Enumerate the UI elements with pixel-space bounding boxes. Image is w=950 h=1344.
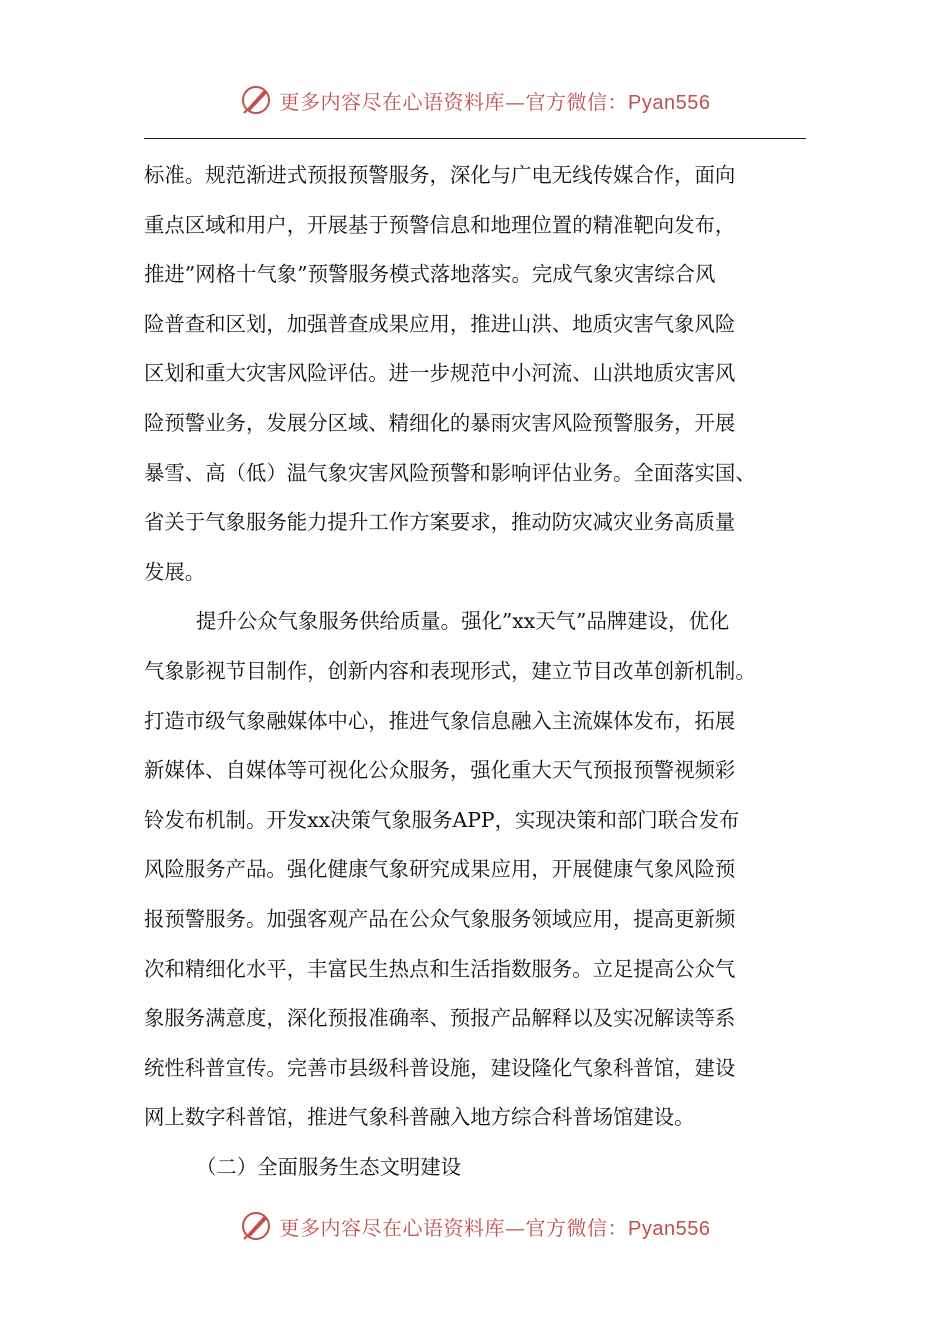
banner-text: 更多内容尽在心语资料库—官方微信：Pyan556 xyxy=(279,89,711,114)
text-line: 新媒体、自媒体等可视化公众服务，强化重大天气预报预警视频彩 xyxy=(144,758,736,783)
text-line: 次和精细化水平，丰富民生热点和生活指数服务。立足提高公众气 xyxy=(144,956,736,981)
text-line: 统性科普宣传。完善市县级科普设施，建设隆化气象科普馆，建设 xyxy=(144,1055,736,1080)
text-line: 风险服务产品。强化健康气象研究成果应用，开展健康气象风险预 xyxy=(144,857,736,882)
section-heading: （二）全面服务生态文明建设 xyxy=(196,1154,462,1179)
text-line: 省关于气象服务能力提升工作方案要求，推动防灾减灾业务高质量 xyxy=(144,510,736,535)
text-line: 报预警服务。加强客观产品在公众气象服务领域应用，提高更新频 xyxy=(144,906,736,931)
text-line: 铃发布机制。开发xx决策气象服务APP，实现决策和部门联合发布 xyxy=(144,807,740,832)
text-line: 网上数字科普馆，推进气象科普融入地方综合科普场馆建设。 xyxy=(144,1105,695,1130)
text-line: 提升公众气象服务供给质量。强化”xx天气”品牌建设，优化 xyxy=(196,609,730,634)
pen-logo-icon xyxy=(240,1210,272,1242)
header-divider xyxy=(144,138,806,139)
text-line: 区划和重大灾害风险评估。进一步规范中小河流、山洪地质灾害风 xyxy=(144,361,736,386)
text-line: 推进”网格十气象”预警服务模式落地落实。完成气象灾害综合风 xyxy=(144,262,716,287)
text-line: 象服务满意度，深化预报准确率、预报产品解释以及实况解读等系 xyxy=(144,1006,736,1031)
text-line: 险普查和区划，加强普查成果应用，推进山洪、地质灾害气象风险 xyxy=(144,311,736,336)
header-banner xyxy=(0,84,950,124)
text-line: 气象影视节目制作，创新内容和表现形式，建立节目改革创新机制。 xyxy=(144,658,756,683)
paragraph xyxy=(144,151,824,597)
text-line: 重点区域和用户，开展基于预警信息和地理位置的精准靶向发布， xyxy=(144,212,736,237)
text-line: 发展。 xyxy=(144,559,206,584)
banner-text: 更多内容尽在心语资料库—官方微信：Pyan556 xyxy=(279,1215,711,1240)
paragraph xyxy=(144,597,824,1143)
text-line: 险预警业务，发展分区域、精细化的暴雨灾害风险预警服务，开展 xyxy=(144,410,736,435)
pen-logo-icon xyxy=(240,84,272,116)
text-line: 暴雪、高（低）温气象灾害风险预警和影响评估业务。全面落实国、 xyxy=(144,460,756,485)
text-line: 打造市级气象融媒体中心，推进气象信息融入主流媒体发布，拓展 xyxy=(144,708,736,733)
document-body xyxy=(144,151,824,1192)
footer-banner xyxy=(0,1210,950,1250)
text-line: 标准。规范渐进式预报预警服务，深化与广电无线传媒合作，面向 xyxy=(144,163,736,187)
